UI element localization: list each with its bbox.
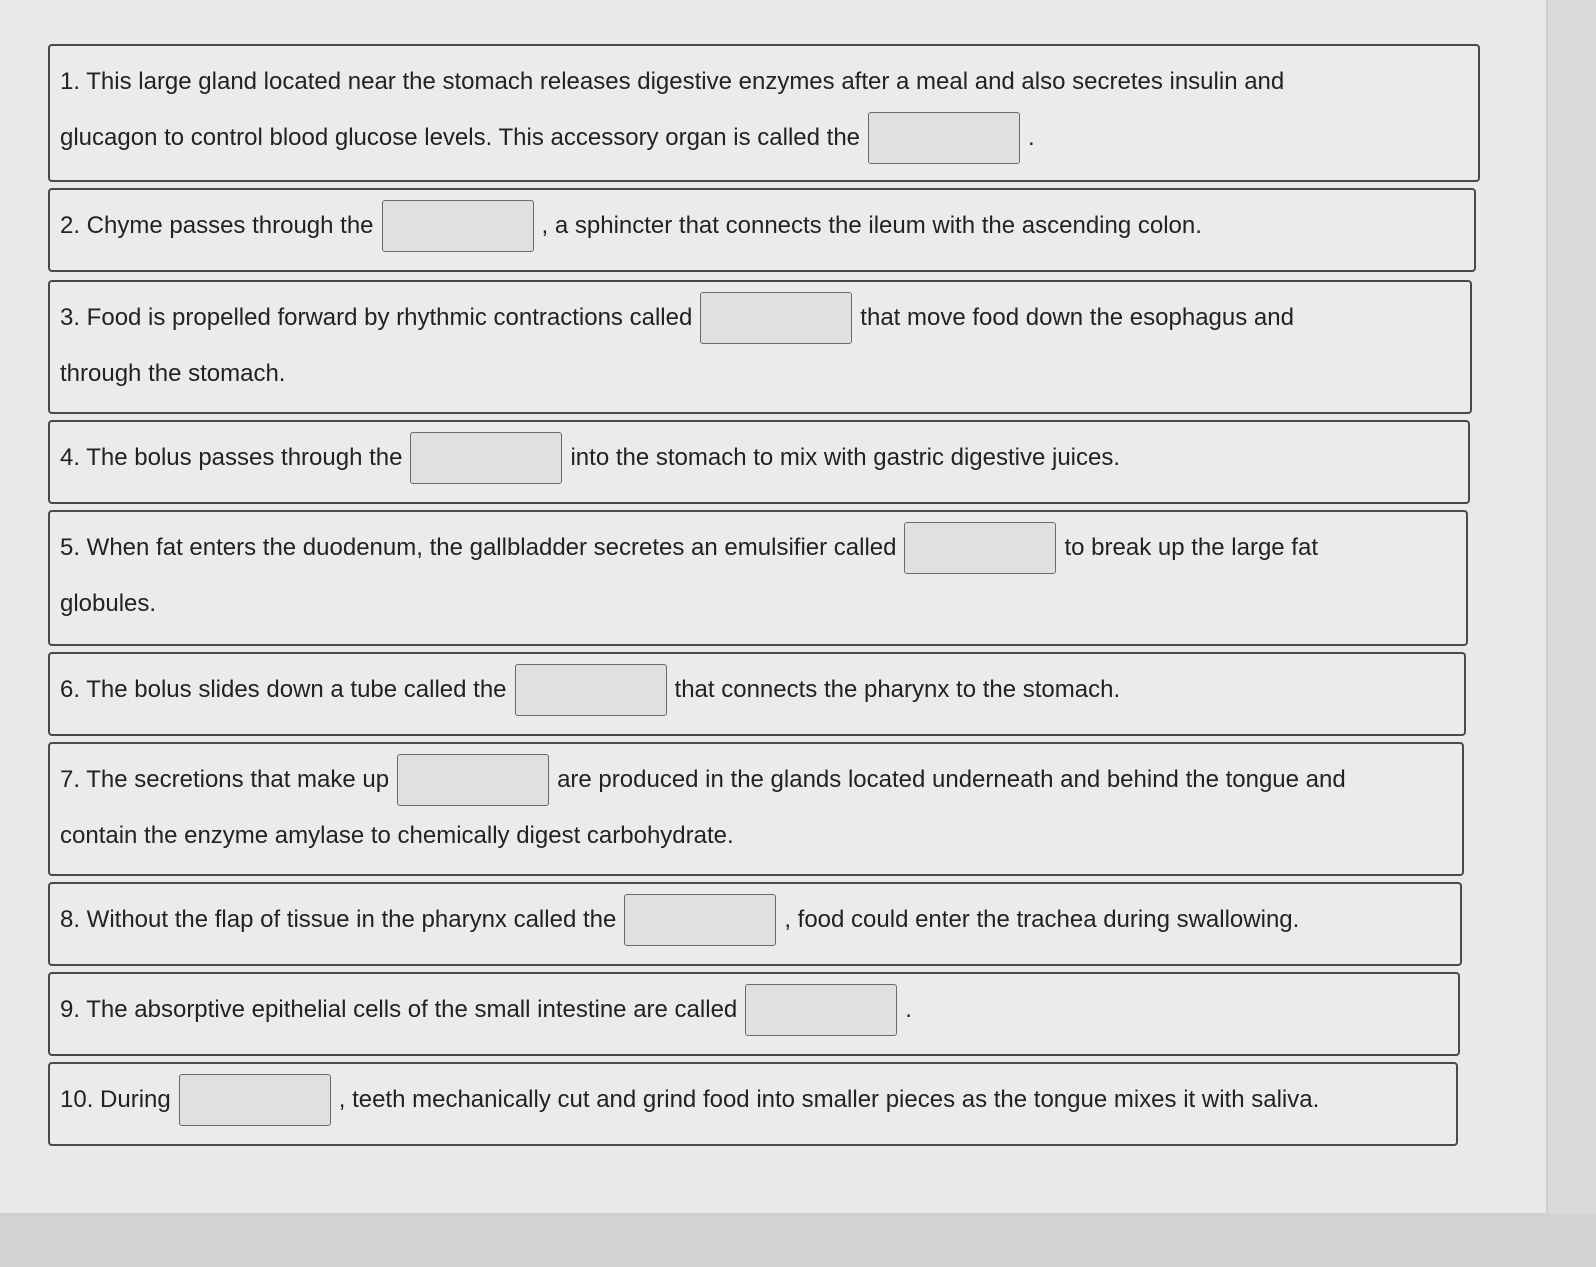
question-2-text-after: , a sphincter that connects the ileum with the ascending colon. [541,212,1202,239]
question-3-line-1 [60,290,1460,346]
question-1-text-after: . [1028,124,1035,151]
question-3-text-2: through the stomach. [60,360,286,387]
question-7-text-after: are produced in the glands located underneath and behind the tongue and [557,766,1346,793]
question-3-text: 3. Food is propelled forward by rhythmic contractions called [60,304,693,331]
answer-blank-3[interactable] [700,292,852,344]
question-5-text: 5. When fat enters the duodenum, the gallbladder secretes an emulsifier called [60,534,897,561]
question-6 [48,652,1466,736]
question-1 [48,44,1480,182]
question-6-text-after: that connects the pharynx to the stomach. [674,676,1121,703]
question-2-text: 2. Chyme passes through the [60,212,374,239]
question-1-text: 1. This large gland located near the stomach releases digestive enzymes after a meal and also secretes insulin and [60,68,1285,95]
question-7 [48,742,1464,876]
question-8-line-1 [60,892,1450,948]
question-7-text: 7. The secretions that make up [60,766,390,793]
question-9-line-1 [60,982,1448,1038]
answer-blank-9[interactable] [745,984,897,1036]
question-8-text: 8. Without the flap of tissue in the pharynx called the [60,906,617,933]
page-footer-area [0,1215,1596,1267]
answer-blank-1[interactable] [868,112,1020,164]
answer-blank-4[interactable] [410,432,562,484]
question-10-line-1 [60,1072,1446,1128]
question-6-line-1 [60,662,1454,718]
question-4-line-1 [60,430,1458,486]
question-9-text-after: . [905,996,912,1023]
question-4-text: 4. The bolus passes through the [60,444,403,471]
question-1-line-1 [60,54,1468,110]
question-2-line-1 [60,198,1464,254]
question-5-text-2: globules. [60,590,157,617]
question-1-text-2: glucagon to control blood glucose levels. This accessory organ is called the [60,124,861,151]
answer-blank-10[interactable] [179,1074,331,1126]
question-7-line-1 [60,752,1452,808]
question-9 [48,972,1460,1056]
question-10 [48,1062,1458,1146]
question-3-line-2 [60,346,1460,402]
answer-blank-5[interactable] [904,522,1056,574]
question-3 [48,280,1472,414]
question-5-line-1 [60,520,1456,576]
question-5-text-after: to break up the large fat [1064,534,1318,561]
answer-blank-7[interactable] [397,754,549,806]
question-3-text-after: that move food down the esophagus and [860,304,1294,331]
question-5 [48,510,1468,646]
question-7-text-2: contain the enzyme amylase to chemically digest carbohydrate. [60,822,734,849]
question-7-line-2 [60,808,1452,864]
question-6-text: 6. The bolus slides down a tube called the [60,676,507,703]
answer-blank-2[interactable] [382,200,534,252]
question-1-line-2 [60,110,1468,166]
question-2 [48,188,1476,272]
question-4-text-after: into the stomach to mix with gastric digestive juices. [570,444,1121,471]
answer-blank-6[interactable] [515,664,667,716]
question-5-line-2 [60,576,1456,632]
question-10-text: 10. During [60,1086,171,1113]
question-10-text-after: , teeth mechanically cut and grind food into smaller pieces as the tongue mixes it with saliva. [338,1086,1320,1113]
answer-blank-8[interactable] [624,894,776,946]
question-4 [48,420,1470,504]
question-8-text-after: , food could enter the trachea during swallowing. [784,906,1300,933]
question-9-text: 9. The absorptive epithelial cells of the small intestine are called [60,996,738,1023]
question-8 [48,882,1462,966]
